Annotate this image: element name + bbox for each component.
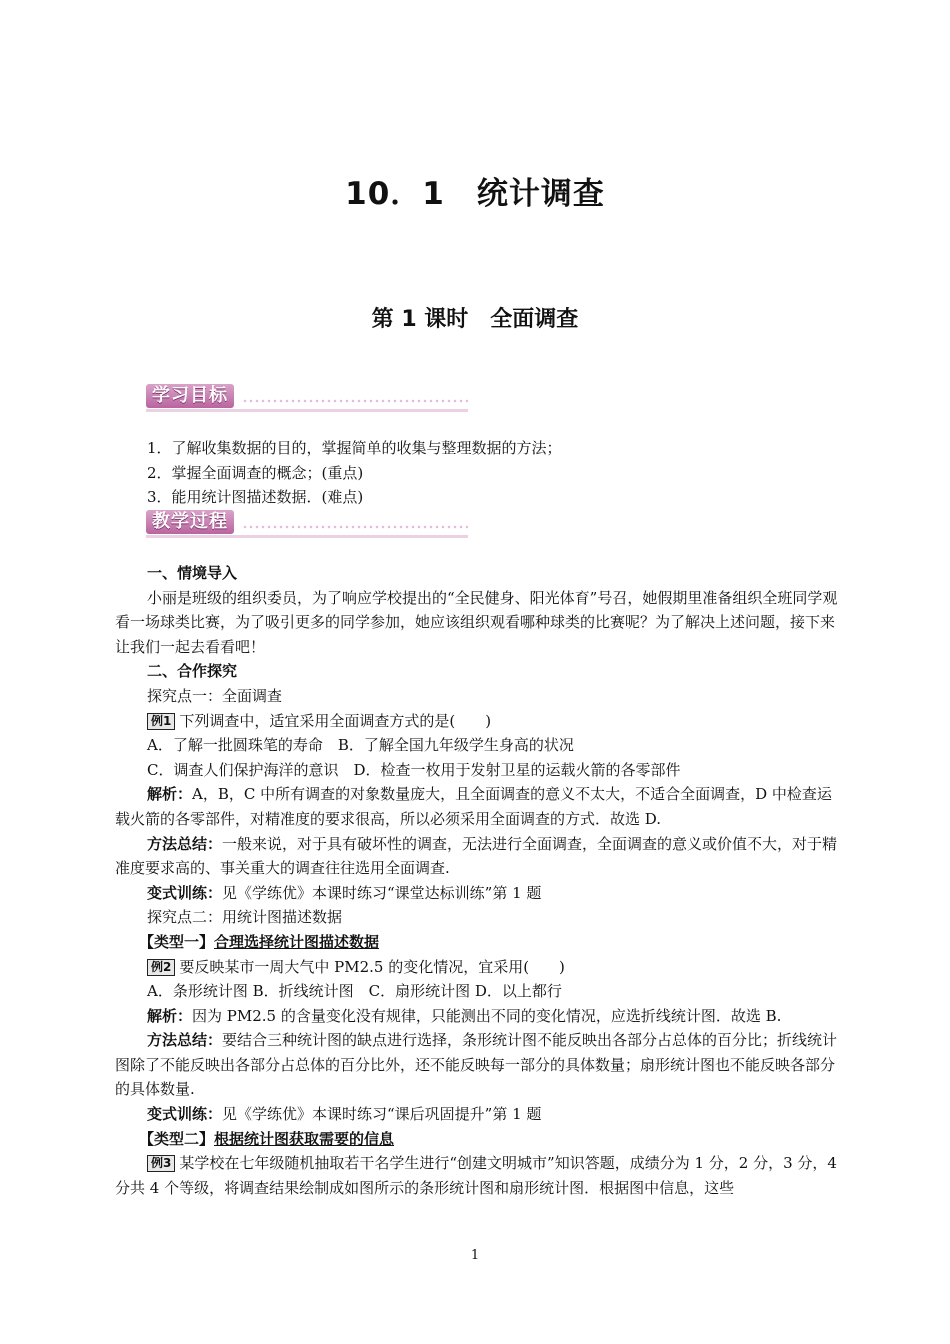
banner-dots	[242, 398, 468, 404]
learning-goals-banner	[146, 384, 468, 412]
example-1-options-cd: C．调查人们保护海洋的意识 D．检查一枚用于发射卫星的运载火箭的各零部件	[147, 760, 681, 779]
analysis-text: A，B，C 中所有调查的对象数量庞大，且全面调查的意义不太大，不适合全面调查，D 中检查运载火箭的各零部件，对精准度的要求很高，所以必须采用全面调查的方式．故选 D.	[115, 785, 832, 828]
type-2-title: 根据统计图获取需要的信息	[214, 1129, 395, 1148]
intro-paragraph: 小丽是班级的组织委员，为了响应学校提出的“全民健身、阳光体育”号召，她假期里准备组织全班同学观看一场球类比赛，为了吸引更多的同学参加，她应该组织观看哪种球类的比赛呢？为了解决上述问题，接下来让我们一起去看看吧！	[115, 588, 838, 656]
analysis-label: 解析：	[147, 785, 193, 804]
lesson-subtitle: 第 1 课时 全面调查	[371, 307, 579, 332]
goal-item: 1．了解收集数据的目的，掌握简单的收集与整理数据的方法；	[147, 439, 562, 457]
goal-item: 2．掌握全面调查的概念；(重点)	[147, 463, 364, 482]
example-2-question	[147, 955, 840, 980]
example-1-analysis	[115, 782, 840, 831]
practice-label: 变式训练：	[147, 1105, 223, 1124]
type-1-title: 合理选择统计图描述数据	[214, 932, 380, 951]
type-1-label: 【类型一】	[139, 932, 215, 951]
example-1-method	[115, 832, 840, 881]
banner-underline	[146, 535, 468, 538]
type-1-heading	[139, 930, 840, 955]
method-text: 一般来说，对于具有破坏性的调查，无法进行全面调查，全面调查的意义或价值不大，对于精准度要求高的、事关重大的调查往往选用全面调查.	[115, 834, 838, 878]
type-2-label: 【类型二】	[139, 1129, 215, 1148]
type-2-heading	[139, 1127, 840, 1152]
method-text: 要结合三种统计图的缺点进行选择，条形统计图不能反映出各部分占总体的百分比；折线统计图除了不能反映出各部分占总体的百分比外，还不能反映每一部分的具体数量；扇形统计图也不能反映各部分的具体数量.	[115, 1031, 838, 1099]
example-2-options: A．条形统计图 B．折线统计图 C．扇形统计图 D．以上都行	[147, 982, 562, 1001]
example-2-analysis	[115, 1004, 840, 1029]
practice-label: 变式训练：	[147, 883, 223, 902]
example-2-text: 要反映某市一周大气中 PM2.5 的变化情况，宜采用( )	[179, 957, 565, 976]
teaching-process-label: 教学过程	[146, 510, 234, 534]
section-heading-intro: 一、情境导入	[147, 564, 238, 582]
teaching-process-content	[115, 561, 840, 1200]
learning-goals-label: 学习目标	[146, 384, 234, 408]
example-1-options-ab: A．了解一批圆珠笔的寿命 B．了解全国九年级学生身高的状况	[147, 736, 574, 755]
example-3-tag: 例3	[147, 1155, 175, 1172]
banner-underline	[146, 409, 468, 412]
explore-point-1: 探究点一：全面调查	[147, 686, 283, 705]
example-3-text: 某学校在七年级随机抽取若干名学生进行“创建文明城市”知识答题，成绩分为 1 分，2 分，3 分，4 分共 4 个等级，将调查结果绘制成如图所示的条形统计图和扇形统计图．根据图中信息，这些	[115, 1154, 837, 1197]
analysis-label: 解析：	[147, 1006, 193, 1025]
banner-dots	[242, 524, 468, 530]
goal-item: 3．能用统计图描述数据．(难点)	[147, 488, 364, 507]
example-2-practice	[115, 1102, 840, 1127]
teaching-process-banner	[146, 510, 468, 538]
example-2-method	[115, 1028, 840, 1102]
method-label: 方法总结：	[147, 834, 223, 853]
example-1-text: 下列调查中，适宜采用全面调查方式的是( )	[179, 711, 492, 730]
example-1-question	[147, 709, 840, 734]
analysis-text: 因为 PM2.5 的含量变化没有规律，只能测出不同的变化情况，应选折线统计图．故选 B.	[192, 1006, 782, 1025]
page-title: 10．1 统计调查	[345, 176, 605, 212]
page-number: 1	[470, 1248, 480, 1263]
explore-point-2: 探究点二：用统计图描述数据	[147, 908, 343, 927]
practice-text: 见《学练优》本课时练习“课后巩固提升”第 1 题	[222, 1105, 542, 1124]
section-heading-explore: 二、合作探究	[147, 662, 238, 681]
example-2-tag: 例2	[147, 959, 175, 976]
example-1-tag: 例1	[147, 713, 175, 730]
method-label: 方法总结：	[147, 1031, 223, 1050]
example-1-practice	[115, 881, 840, 906]
example-3-question	[115, 1151, 840, 1200]
goals-list	[115, 436, 840, 510]
practice-text: 见《学练优》本课时练习“课堂达标训练”第 1 题	[222, 883, 542, 902]
